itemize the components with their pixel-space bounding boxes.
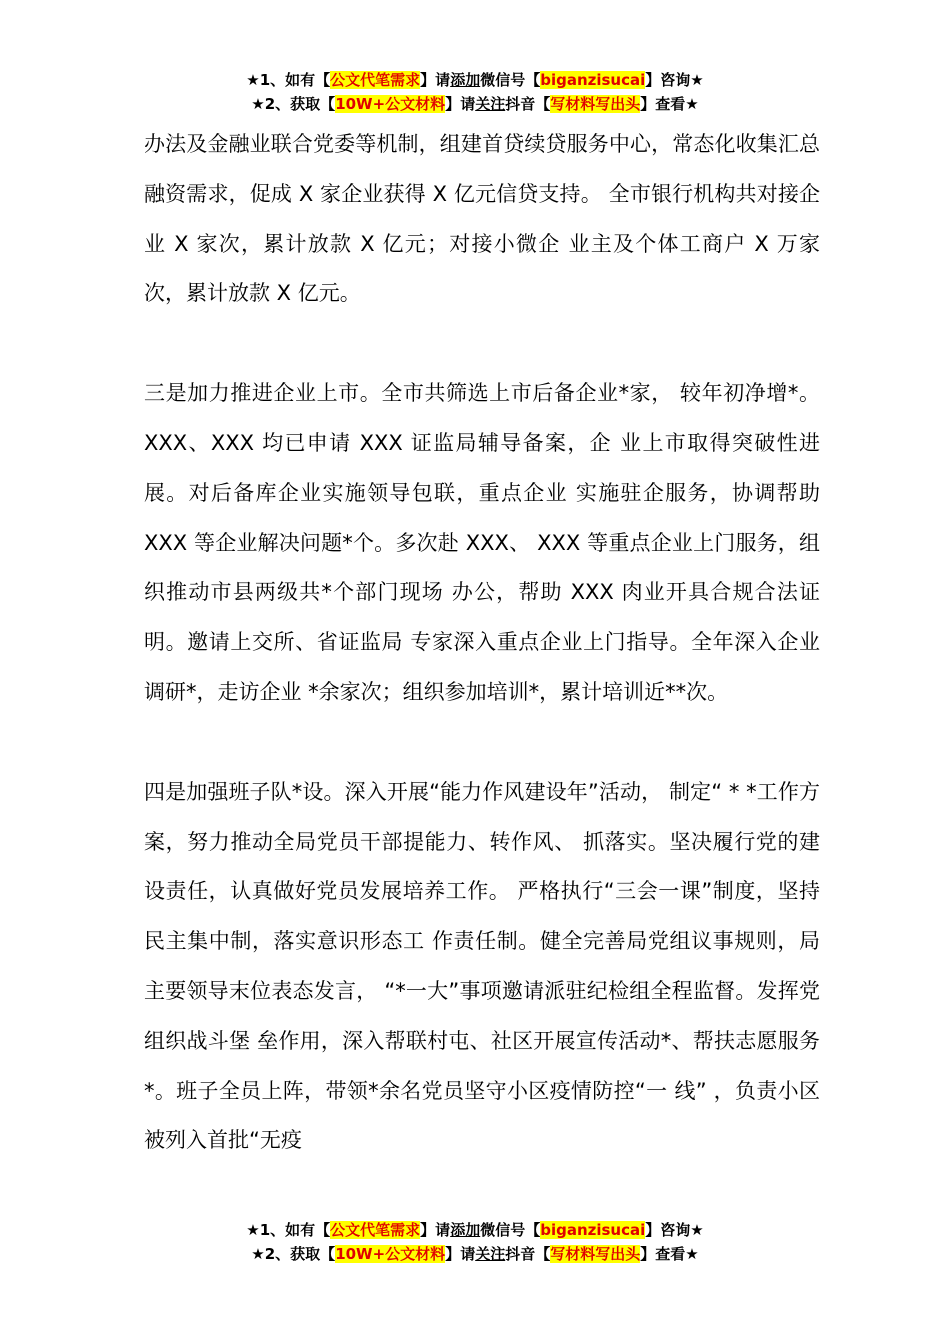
highlight-text: 10W+公文材料 [335, 95, 446, 113]
banner-line-2 [0, 1242, 950, 1266]
banner-text: ★1、如有【 [246, 71, 331, 89]
underlined-text: 添加 [450, 71, 481, 89]
wechat-id: biganzisucai [540, 71, 646, 89]
banner-text: 抖音【 [505, 1245, 551, 1263]
underlined-text: 添加 [450, 1221, 481, 1239]
highlight-text: 公文代笔需求 [330, 71, 421, 89]
wechat-id: biganzisucai [540, 1221, 646, 1239]
banner-text: 】请 [445, 1245, 476, 1263]
highlight-text: 10W+公文材料 [335, 1245, 446, 1263]
douyin-account: 写材料写出头 [550, 1245, 641, 1263]
banner-text: 】查看★ [640, 1245, 699, 1263]
paragraph-financing: 办法及金融业联合党委等机制，组建首贷续贷服务中心，常态化收集汇总融资需求，促成 X 家企业获得 X 亿元信贷支持。 全市银行机构共对接企业 X 家次，累计放款 X 亿元；对接小微企 业主及个体工商户 X 万家次，累计放款 X 亿元。 [144, 132, 820, 306]
banner-text: ★1、如有【 [246, 1221, 331, 1239]
banner-text: ★2、获取【 [251, 1245, 336, 1263]
banner-text: 抖音【 [505, 95, 551, 113]
banner-text: 】查看★ [640, 95, 699, 113]
banner-text: 】请 [445, 95, 476, 113]
footer-banner [0, 1218, 950, 1266]
douyin-account: 写材料写出头 [550, 95, 641, 113]
banner-line-2 [0, 92, 950, 116]
banner-text: 】请 [420, 71, 451, 89]
paragraph-spacer [144, 319, 820, 369]
paragraph-listing: 三是加力推进企业上市。全市共筛选上市后备企业*家， 较年初净增*。XXX、XXX 均已申请 XXX 证监局辅导备案，企 业上市取得突破性进展。对后备库企业实施领导包联，重点企业 实施驻企服务，协调帮助 XXX 等企业解决问题*个。多次赴 XXX、 XXX 等重点企业上门服务，组织推动市县两级共*个部门现场 办公，帮助 XXX 肉业开具合规合法证明。邀请上交所、省证监局 专家深入重点企业上门指导。全年深入企业调研*，走访企业 *余家次；组织参加培训*，累计培训近**次。 [144, 381, 820, 704]
document-body [144, 120, 820, 1166]
highlight-text: 公文代笔需求 [330, 1221, 421, 1239]
banner-text: 】咨询★ [645, 1221, 704, 1239]
underlined-text: 关注 [475, 1245, 506, 1263]
banner-line-1 [0, 1218, 950, 1242]
header-banner [0, 68, 950, 116]
banner-text: 】请 [420, 1221, 451, 1239]
banner-text: ★2、获取【 [251, 95, 336, 113]
banner-text: 微信号【 [480, 71, 541, 89]
paragraph-spacer [144, 718, 820, 768]
banner-line-1 [0, 68, 950, 92]
underlined-text: 关注 [475, 95, 506, 113]
banner-text: 】咨询★ [645, 71, 704, 89]
banner-text: 微信号【 [480, 1221, 541, 1239]
paragraph-team-building: 四是加强班子队*设。深入开展“能力作风建设年”活动， 制定“ * *工作方案，努力推动全局党员干部提能力、转作风、 抓落实。坚决履行党的建设责任，认真做好党员发展培养工作。 严格执行“三会一课”制度，坚持民主集中制，落实意识形态工 作责任制。健全完善局党组议事规则，局主要领导末位表态发言， “*一大”事项邀请派驻纪检组全程监督。发挥党组织战斗堡 垒作用，深入帮联村屯、社区开展宣传活动*、帮扶志愿服务 *。班子全员上阵，带领*余名党员坚守小区疫情防控“一 线” ，负责小区被列入首批“无疫 [144, 779, 820, 1153]
